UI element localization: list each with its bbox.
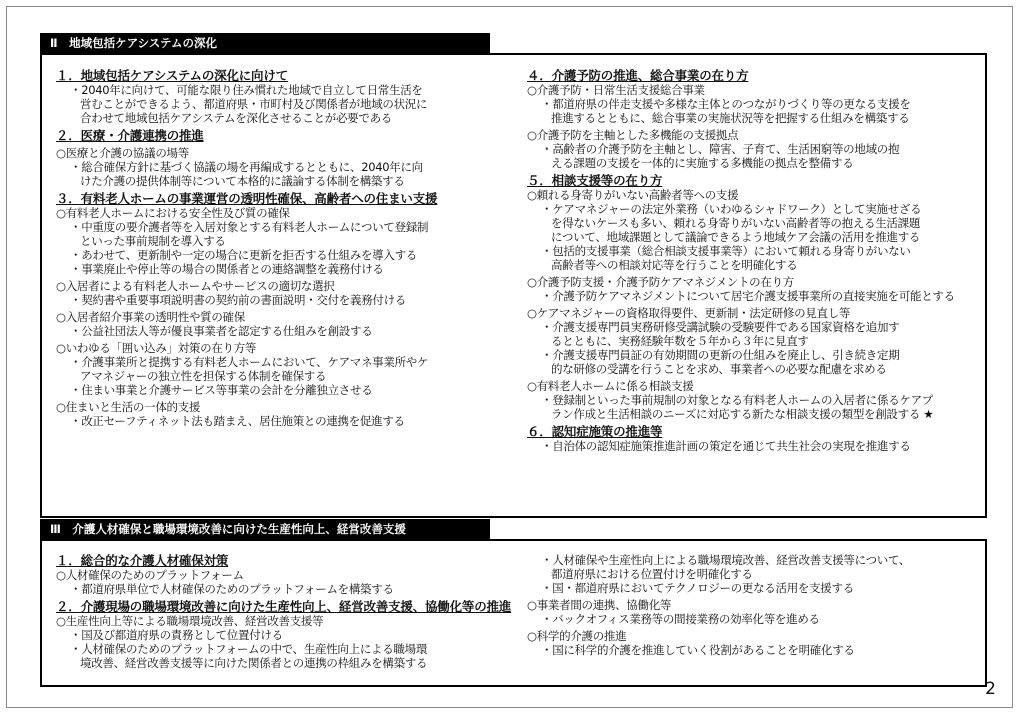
bullet-line: ・住まい事業と介護サービス等事業の会計を分離独立させる	[70, 383, 373, 397]
topic-item: ○事業者間の連携、協働化等	[527, 598, 672, 612]
bullet-item	[56, 248, 526, 262]
bullet-item	[527, 643, 982, 657]
bullet-item	[527, 320, 982, 348]
topic-item: ○介護予防を主軸とした多機能の支援拠点	[527, 128, 739, 142]
topic-item: ○介護予防・日常生活支援総合事業	[527, 83, 705, 97]
topic-item: ○有料老人ホームに係る相談支援	[527, 379, 694, 393]
topic-item: ○人材確保のためのプラットフォーム	[56, 568, 244, 582]
bullet-item	[56, 220, 526, 248]
bullet-line: ・国及び都道府県の責務として位置付ける	[70, 628, 283, 642]
bullet-line: える課題の支援を一体的に実施する多機能の拠点を整備する	[551, 156, 854, 170]
bullet-item	[527, 612, 982, 626]
bullet-line: けた介護の提供体制等について本格的に議論する体制を構築する	[80, 174, 405, 188]
section-3-header: Ⅲ 介護人材確保と職場環境改善に向けた生産性向上、経営改善支援	[40, 519, 490, 539]
section-2-left-column	[56, 68, 526, 428]
bullet-line: ・包括的支援事業（総合相談支援事業等）において頼れる身寄りがいない	[541, 244, 911, 258]
bullet-line: 営むことができるよう、都道府県・市町村及び関係者が地域の状況に	[80, 97, 428, 111]
bullet-line: といった事前規制を導入する	[80, 234, 226, 248]
topic-item: ○いわゆる「囲い込み」対策の在り方等	[56, 341, 257, 355]
bullet-line: ・総合確保方針に基づく協議の場を再編成するとともに、2040年に向	[70, 160, 423, 174]
bullet-item	[56, 83, 526, 125]
section-heading: ２．介護現場の職場環境改善に向けた生産性向上、経営改善支援、協働化等の推進	[56, 599, 512, 614]
bullet-line: 推進するとともに、総合事業の実施状況等を把握する仕組みを構築する	[551, 111, 910, 125]
topic-item: ○入居者紹介事業の透明性や質の確保	[56, 310, 245, 324]
topic-item: ○ケアマネジャーの資格取得要件、更新制・法定研修の見直し等	[527, 306, 851, 320]
slide-page	[6, 6, 1013, 708]
topic-item: ○頼れる身寄りがいない高齢者等への支援	[527, 188, 739, 202]
bullet-item	[56, 582, 526, 596]
bullet-item	[56, 628, 526, 642]
bullet-line: ・介護事業所と提携する有料老人ホームにおいて、ケアマネ事業所やケ	[70, 355, 429, 369]
section-heading: ４．介護予防の推進、総合事業の在り方	[527, 68, 749, 83]
bullet-item	[527, 393, 982, 421]
bullet-line: ・公益社団法人等が優良事業者を認定する仕組みを創設する	[70, 324, 373, 338]
topic-item: ○科学的介護の推進	[527, 629, 627, 643]
section-heading: ２．医療・介護連携の推進	[56, 128, 204, 143]
section-2-box	[40, 53, 987, 518]
bullet-item	[56, 293, 526, 307]
bullet-line: を得ないケースも多い、頼れる身寄りがいない高齢者等の抱える生活課題	[551, 216, 921, 230]
bullet-item	[527, 142, 982, 170]
bullet-item	[527, 97, 982, 125]
section-3-right-column	[527, 553, 982, 657]
section-heading: ３．有料老人ホームの事業運営の透明性確保、高齢者への住まい支援	[56, 191, 438, 206]
bullet-line: ラン作成と生活相談のニーズに対応する新たな相談支援の類型を創設する ★	[551, 407, 934, 421]
bullet-line: ・高齢者の介護予防を主軸とし、障害、子育て、生活困窮等の地域の抱	[541, 142, 900, 156]
bullet-line: ・バックオフィス業務等の間接業務の効率化等を進める	[541, 612, 820, 626]
bullet-item	[527, 439, 982, 453]
section-2-header: Ⅱ 地域包括ケアシステムの深化	[40, 33, 490, 53]
bullet-line: ・介護支援専門員証の有効期間の更新の仕組みを廃止し、引き続き定期	[541, 348, 900, 362]
bullet-line: るとともに、実務経験年数を５年から３年に見直す	[551, 334, 809, 348]
bullet-item	[56, 160, 526, 188]
bullet-line: ・登録制といった事前規制の対象となる有料老人ホームの入居者に係るケアプ	[541, 393, 933, 407]
bullet-line: ・介護支援専門員実務研修受講試験の受験要件である国家資格を追加す	[541, 320, 900, 334]
bullet-item	[56, 355, 526, 383]
topic-item: ○住まいと生活の一体的支援	[56, 400, 201, 414]
bullet-line: ・自治体の認知症施策推進計画の策定を通じて共生社会の実現を推進する	[541, 439, 911, 453]
section-heading: １．総合的な介護人材確保対策	[56, 553, 229, 568]
bullet-line: ・契約書や重要事項説明書の契約前の書面説明・交付を義務付ける	[70, 293, 406, 307]
bullet-item	[527, 553, 982, 581]
section-3-left-column	[56, 553, 526, 670]
bullet-line: 境改善、経営改善支援等に向けた関係者との連携の枠組みを構築する	[80, 656, 428, 670]
bullet-line: ・人材確保や生産性向上による職場環境改善、経営改善支援等について、	[541, 553, 911, 567]
bullet-item	[527, 244, 982, 272]
bullet-line: ・事業廃止や停止等の場合の関係者との連絡調整を義務付ける	[70, 262, 384, 276]
bullet-item	[56, 414, 526, 428]
bullet-line: について、地域課題として議論できるよう地域ケア会議の活用を推進する	[551, 230, 921, 244]
bullet-line: 都道府県における位置付けを明確化する	[551, 567, 753, 581]
bullet-line: ・中重度の要介護者等を入居対象とする有料老人ホームについて登録制	[70, 220, 429, 234]
topic-item: ○医療と介護の協議の場等	[56, 146, 189, 160]
topic-item: ○有料老人ホームにおける安全性及び質の確保	[56, 206, 290, 220]
bullet-line: ・2040年に向けて、可能な限り住み慣れた地域で自立して日常生活を	[70, 83, 423, 97]
topic-item: ○介護予防支援・介護予防ケアマネジメントの在り方	[527, 275, 794, 289]
bullet-line: ・国に科学的介護を推進していく役割があることを明確化する	[541, 643, 855, 657]
page-number: 2	[985, 679, 996, 699]
bullet-item	[56, 262, 526, 276]
topic-item: ○生産性向上等による職場環境改善、経営改善支援等	[56, 614, 324, 628]
bullet-line: ・改正セーフティネット法も踏まえ、居住施策との連携を促進する	[70, 414, 405, 428]
section-3-box	[40, 539, 987, 687]
bullet-item	[527, 289, 982, 303]
bullet-line: ・人材確保のためのプラットフォームの中で、生産性向上による職場環	[70, 642, 428, 656]
bullet-line: ・都道府県単位で人材確保のためのプラットフォームを構築する	[70, 582, 394, 596]
section-heading: １．地域包括ケアシステムの深化に向けて	[56, 68, 288, 83]
bullet-line: アマネジャーの独立性を担保する体制を確保する	[80, 369, 327, 383]
bullet-item	[56, 642, 526, 670]
section-heading: ５．相談支援等の在り方	[527, 173, 663, 188]
bullet-line: 高齢者等への相談対応等を行うことを明確化する	[551, 258, 798, 272]
bullet-item	[56, 324, 526, 338]
bullet-item	[56, 383, 526, 397]
bullet-line: ・あわせて、更新制や一定の場合に更新を拒否する仕組みを導入する	[70, 248, 417, 262]
bullet-line: ・都道府県の伴走支援や多様な主体とのつながりづくり等の更なる支援を	[541, 97, 911, 111]
topic-item: ○入居者による有料老人ホームやサービスの適切な選択	[56, 279, 335, 293]
section-2-right-column	[527, 68, 982, 453]
bullet-item	[527, 348, 982, 376]
bullet-line: 的な研修の受講を行うことを求め、事業者への必要な配慮を求める	[551, 362, 887, 376]
section-heading: ６．認知症施策の推進等	[527, 424, 663, 439]
bullet-line: ・ケアマネジャーの法定外業務（いわゆるシャドワーク）として実施せざる	[541, 202, 922, 216]
bullet-line: ・国・都道府県においてテクノロジーの更なる活用を支援する	[541, 581, 854, 595]
bullet-item	[527, 581, 982, 595]
bullet-line: ・介護予防ケアマネジメントについて居宅介護支援事業所の直接実施を可能とする	[541, 289, 955, 303]
bullet-item	[527, 202, 982, 244]
bullet-line: 合わせて地域包括ケアシステムを深化させることが必要である	[80, 111, 392, 125]
